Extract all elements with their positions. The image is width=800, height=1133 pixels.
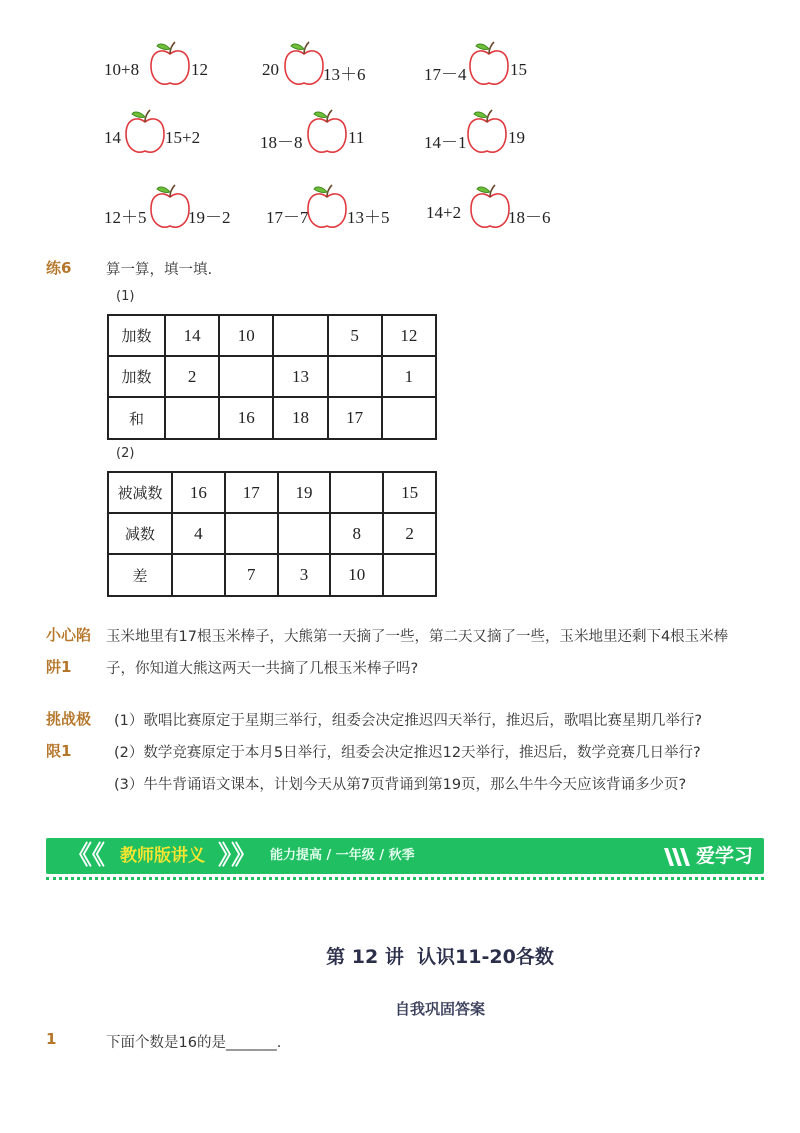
trap-text-line2: 子，你知道大熊这两天一共摘了几根玉米棒子吗? — [106, 661, 419, 677]
subtraction-table — [107, 471, 437, 597]
table-cell[interactable]: 16 — [219, 397, 273, 439]
table-header-cell: 差 — [108, 554, 172, 596]
table-cell[interactable]: 13 — [273, 356, 327, 397]
comparison-right: 13＋5 — [347, 208, 390, 227]
question-number: 1 — [46, 1030, 57, 1048]
challenge-question-2: (2）数学竞赛原定于本月5日举行，组委会决定推迟12天举行，推迟后，数学竞赛几日举行? — [114, 745, 701, 761]
table-header-cell: 加数 — [108, 356, 165, 397]
part-label: (1) — [116, 289, 135, 304]
comparison-left: 12＋5 — [104, 208, 147, 227]
table-cell[interactable]: 1 — [382, 356, 436, 397]
comparison-right: 15+2 — [165, 128, 201, 147]
apple-blank-icon[interactable] — [121, 108, 169, 156]
banner-dotted-divider — [46, 877, 764, 880]
comparison-left: 14－1 — [424, 133, 467, 152]
apple-blank-icon[interactable] — [280, 40, 328, 88]
challenge-question-3: (3）牛牛背诵语文课本，计划今天从第7页背诵到第19页，那么牛牛今天应该背诵多少页? — [114, 777, 687, 793]
apple-blank-icon[interactable] — [465, 40, 513, 88]
comparison-left: 18－8 — [260, 133, 303, 152]
table-cell[interactable]: 10 — [219, 315, 273, 356]
comparison-left: 14+2 — [426, 203, 462, 222]
question-text: 下面个数是16的是_______. — [106, 1035, 282, 1051]
brand-name: 爱学习 — [696, 845, 754, 867]
chevron-right-icon: 》》 — [218, 841, 258, 871]
table-cell[interactable] — [330, 472, 383, 513]
table-cell[interactable] — [165, 397, 219, 439]
challenge-question-1: (1）歌唱比赛原定于星期三举行，组委会决定推迟四天举行，推迟后，歌唱比赛星期几举行? — [114, 713, 703, 729]
table-cell[interactable]: 18 — [273, 397, 327, 439]
table-cell[interactable] — [219, 356, 273, 397]
table-cell[interactable]: 3 — [278, 554, 331, 596]
exercise-instruction: 算一算，填一填. — [106, 262, 213, 278]
table-cell[interactable]: 14 — [165, 315, 219, 356]
table-cell[interactable]: 10 — [330, 554, 383, 596]
section-title: 自我巩固答案 — [394, 1000, 485, 1018]
comparison-right: 13＋6 — [323, 65, 366, 84]
table-cell[interactable] — [172, 554, 225, 596]
table-cell[interactable] — [383, 554, 436, 596]
trap-text-line1: 玉米地里有17根玉米棒子，大熊第一天摘了一些，第二天又摘了一些，玉米地里还剩下4根玉米棒 — [106, 629, 729, 645]
comparison-left: 10+8 — [104, 60, 140, 79]
lecture-title: 第 12 讲 认识11-20各数 — [326, 946, 554, 968]
table-cell[interactable] — [278, 513, 331, 554]
table-cell[interactable] — [382, 397, 436, 439]
comparison-right: 15 — [510, 60, 527, 79]
table-header-cell: 减数 — [108, 513, 172, 554]
comparison-right: 18－6 — [508, 208, 551, 227]
comparison-right: 19－2 — [188, 208, 231, 227]
table-cell[interactable]: 5 — [328, 315, 382, 356]
table-cell[interactable]: 4 — [172, 513, 225, 554]
table-cell[interactable] — [328, 356, 382, 397]
part-label: (2) — [116, 446, 135, 461]
table-cell[interactable]: 8 — [330, 513, 383, 554]
challenge-label-line2: 限1 — [46, 742, 72, 760]
table-cell[interactable]: 16 — [172, 472, 225, 513]
comparison-left: 14 — [104, 128, 121, 147]
brand-logo-icon — [662, 844, 692, 868]
comparison-right: 11 — [348, 128, 365, 147]
exercise-label: 练6 — [46, 259, 72, 277]
comparison-left: 17－4 — [424, 65, 467, 84]
table-cell[interactable] — [273, 315, 327, 356]
banner-title: 教师版讲义 — [120, 846, 205, 866]
challenge-label-line1: 挑战极 — [46, 710, 92, 728]
table-cell[interactable]: 19 — [278, 472, 331, 513]
apple-blank-icon[interactable] — [146, 183, 194, 231]
trap-label-line1: 小心陷 — [46, 626, 92, 644]
table-header-cell: 加数 — [108, 315, 165, 356]
comparison-right: 19 — [508, 128, 525, 147]
comparison-right: 12 — [191, 60, 208, 79]
chevron-left-icon: 《《 — [66, 841, 106, 871]
table-header-cell: 被减数 — [108, 472, 172, 513]
table-cell[interactable] — [225, 513, 278, 554]
table-cell[interactable]: 15 — [383, 472, 436, 513]
table-cell[interactable]: 7 — [225, 554, 278, 596]
addition-table — [107, 314, 437, 440]
table-cell[interactable]: 17 — [225, 472, 278, 513]
apple-blank-icon[interactable] — [466, 183, 514, 231]
table-header-cell: 和 — [108, 397, 165, 439]
banner-subtitle: 能力提高 / 一年级 / 秋季 — [270, 848, 415, 863]
table-cell[interactable]: 2 — [383, 513, 436, 554]
apple-blank-icon[interactable] — [146, 40, 194, 88]
table-cell[interactable]: 17 — [328, 397, 382, 439]
apple-blank-icon[interactable] — [463, 108, 511, 156]
table-cell[interactable]: 2 — [165, 356, 219, 397]
apple-blank-icon[interactable] — [303, 108, 351, 156]
comparison-left: 17－7 — [266, 208, 309, 227]
lecture-banner — [46, 838, 764, 874]
apple-blank-icon[interactable] — [303, 183, 351, 231]
comparison-left: 20 — [262, 60, 279, 79]
trap-label-line2: 阱1 — [46, 658, 72, 676]
table-cell[interactable]: 12 — [382, 315, 436, 356]
